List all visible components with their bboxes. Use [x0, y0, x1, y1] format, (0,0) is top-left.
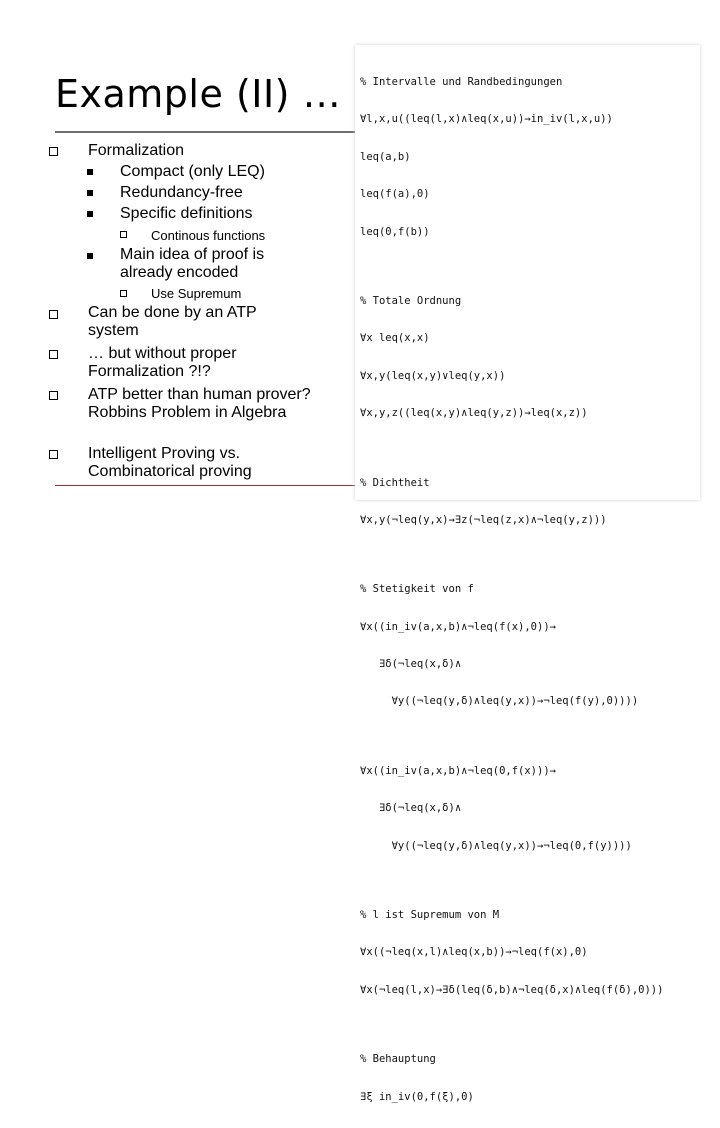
formula-line: ∃δ(¬leq(x,δ)∧ — [360, 658, 462, 671]
formula-line: ∀x leq(x,x) — [360, 332, 430, 345]
formula-line: ∃δ(¬leq(x,δ)∧ — [360, 802, 462, 815]
bullet-atp-system: Can be done by an ATP system — [88, 304, 257, 339]
bullet-formalization: Formalization — [88, 142, 185, 159]
formula-line: % Totale Ordnung — [360, 294, 462, 307]
bullet-without-formalization: … but without proper Formalization ?!? — [88, 345, 237, 380]
formula-line: ∀x,y(leq(x,y)∨leq(y,x)) — [360, 369, 506, 382]
formula-spacer — [360, 877, 663, 885]
bottom-divider — [55, 485, 355, 486]
hollow-square-bullet-icon — [49, 350, 58, 359]
formula-line: leq(f(a),0) — [360, 188, 430, 201]
formula-line: ∀x(¬leq(l,x)→∃δ(leq(δ,b)∧¬leq(δ,x)∧leq(f(δ),0))) — [360, 983, 664, 996]
formula-spacer — [360, 445, 663, 453]
filled-square-bullet-icon — [87, 211, 93, 217]
hollow-square-bullet-icon — [49, 147, 58, 156]
hollow-square-bullet-icon — [120, 290, 127, 297]
formula-line: ∀x((¬leq(x,l)∧leq(x,b))→¬leq(f(x),0) — [360, 946, 588, 959]
formula-line: % Intervalle und Randbedingungen — [360, 76, 563, 88]
formula-line: ∀y((¬leq(y,δ)∧leq(y,x))→¬leq(f(y),0)))) — [360, 695, 639, 708]
bullet-compact: Compact (only LEQ) — [120, 163, 265, 180]
hollow-square-bullet-icon — [49, 310, 58, 319]
formula-listing — [360, 52, 663, 1128]
bullet-continous-functions: Continous functions — [151, 228, 266, 243]
filled-square-bullet-icon — [87, 169, 93, 175]
formula-line: leq(0,f(b)) — [360, 225, 430, 238]
formula-spacer — [360, 733, 663, 741]
bullet-intelligent-proving: Intelligent Proving vs. Combinatorical proving — [88, 445, 252, 480]
formula-line: ∀y((¬leq(y,δ)∧leq(y,x))→¬leq(0,f(y)))) — [360, 839, 632, 852]
formula-line: ∀x,y(¬leq(y,x)→∃z(¬leq(z,x)∧¬leq(y,z))) — [360, 513, 607, 526]
bullet-main-idea: Main idea of proof is already encoded — [120, 246, 265, 281]
filled-square-bullet-icon — [87, 190, 93, 196]
hollow-square-bullet-icon — [120, 231, 127, 238]
formula-line: leq(a,b) — [360, 150, 411, 163]
formula-line: ∀x((in_iv(a,x,b)∧¬leq(0,f(x)))→ — [360, 764, 556, 777]
formula-line: ∀x,y,z((leq(x,y)∧leq(y,z))→leq(x,z)) — [360, 407, 588, 420]
formula-line: ∀x((in_iv(a,x,b)∧¬leq(f(x),0))→ — [360, 620, 556, 633]
bullet-use-supremum: Use Supremum — [151, 286, 242, 301]
formula-line: ∀l,x,u((leq(l,x)∧leq(x,u))→in_iv(l,x,u)) — [360, 113, 613, 126]
bullet-specific-definitions: Specific definitions — [120, 205, 253, 222]
formula-line: % Dichtheit — [360, 476, 430, 489]
bullet-redundancy-free: Redundancy-free — [120, 184, 243, 201]
filled-square-bullet-icon — [87, 253, 93, 259]
formula-spacer — [360, 263, 663, 271]
bullet-robbins-problem: ATP better than human prover? Robbins Problem in Algebra — [88, 386, 311, 421]
formula-spacer — [360, 551, 663, 559]
formula-spacer — [360, 1021, 663, 1029]
hollow-square-bullet-icon — [49, 391, 58, 400]
formula-line: % l ist Supremum von M — [360, 909, 500, 922]
formula-line: % Stetigkeit von f — [360, 583, 474, 596]
hollow-square-bullet-icon — [49, 450, 58, 459]
formula-line: % Behauptung — [360, 1053, 436, 1066]
slide-title: Example (II) … — [55, 72, 342, 116]
title-divider — [55, 131, 355, 133]
formula-line: ∃ξ in_iv(0,f(ξ),0) — [360, 1090, 474, 1103]
